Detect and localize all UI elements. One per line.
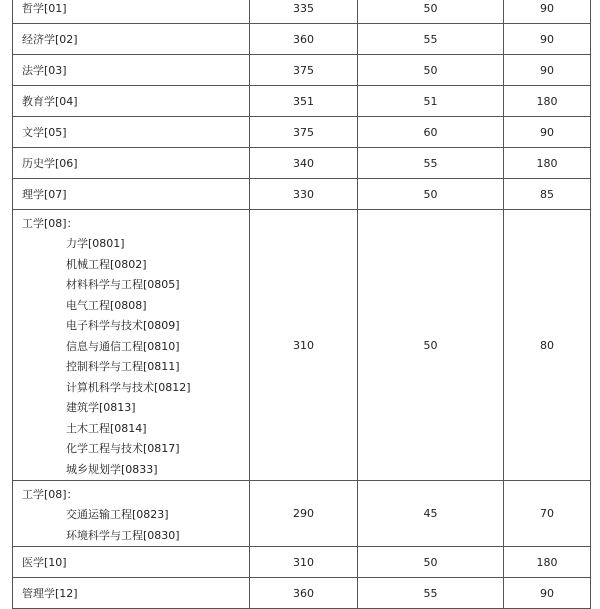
table-row [13, 86, 591, 117]
subject-cell: 经济学[02] [13, 24, 250, 55]
table-row-engineering-group-2 [13, 481, 591, 547]
single-score-b-cell: 90 [504, 24, 591, 55]
single-score-a-cell: 50 [358, 179, 504, 210]
discipline-item: 信息与通信工程[0810] [66, 339, 180, 353]
table-row [13, 55, 591, 86]
subject-cell: 哲学[01] [13, 0, 250, 24]
subject-cell: 历史学[06] [13, 148, 250, 179]
single-score-b-cell: 90 [504, 117, 591, 148]
single-score-a-cell: 50 [358, 55, 504, 86]
total-score-cell: 360 [250, 24, 358, 55]
total-score-cell: 375 [250, 55, 358, 86]
discipline-item: 电气工程[0808] [66, 298, 147, 312]
group-heading: 工学[08]： [22, 217, 78, 230]
single-score-b-cell: 80 [504, 210, 591, 481]
subject-cell: 医学[10] [13, 547, 250, 578]
single-score-a-cell: 55 [358, 24, 504, 55]
single-score-b-cell: 180 [504, 547, 591, 578]
single-score-b-cell: 90 [504, 578, 591, 609]
single-score-b-cell: 85 [504, 179, 591, 210]
subject-cell: 教育学[04] [13, 86, 250, 117]
discipline-item: 计算机科学与技术[0812] [66, 380, 191, 394]
discipline-item: 建筑学[0813] [66, 401, 136, 414]
discipline-item: 土木工程[0814] [66, 421, 147, 435]
group-heading: 工学[08]： [22, 488, 78, 501]
subject-cell: 法学[03] [13, 55, 250, 86]
discipline-item: 力学[0801] [66, 237, 125, 250]
total-score-cell: 360 [250, 578, 358, 609]
table-row [13, 117, 591, 148]
discipline-item: 控制科学与工程[0811] [66, 360, 180, 373]
total-score-cell: 335 [250, 0, 358, 24]
total-score-cell: 340 [250, 148, 358, 179]
discipline-item: 交通运输工程[0823] [66, 508, 169, 521]
discipline-item: 化学工程与技术[0817] [66, 442, 180, 455]
single-score-a-cell: 55 [358, 148, 504, 179]
discipline-item: 城乡规划学[0833] [66, 462, 158, 476]
table-row [13, 547, 591, 578]
single-score-a-cell: 51 [358, 86, 504, 117]
table-row [13, 24, 591, 55]
subject-group-cell [13, 210, 250, 481]
subject-cell: 文学[05] [13, 117, 250, 148]
single-score-a-cell: 50 [358, 0, 504, 24]
total-score-cell: 290 [250, 481, 358, 547]
subject-group-cell [13, 481, 250, 547]
single-score-b-cell: 180 [504, 148, 591, 179]
table-row [13, 0, 591, 24]
score-table [12, 0, 591, 609]
single-score-a-cell: 45 [358, 481, 504, 547]
single-score-b-cell: 90 [504, 55, 591, 86]
total-score-cell: 351 [250, 86, 358, 117]
subject-cell: 理学[07] [13, 179, 250, 210]
total-score-cell: 330 [250, 179, 358, 210]
total-score-cell: 375 [250, 117, 358, 148]
table-row-engineering-group-1 [13, 210, 591, 481]
single-score-b-cell: 70 [504, 481, 591, 547]
single-score-b-cell: 90 [504, 0, 591, 24]
single-score-b-cell: 180 [504, 86, 591, 117]
total-score-cell: 310 [250, 547, 358, 578]
table-row [13, 578, 591, 609]
table-row [13, 179, 591, 210]
single-score-a-cell: 50 [358, 547, 504, 578]
discipline-item: 机械工程[0802] [66, 257, 147, 271]
single-score-a-cell: 50 [358, 210, 504, 481]
total-score-cell: 310 [250, 210, 358, 481]
discipline-item: 环境科学与工程[0830] [66, 528, 180, 542]
discipline-item: 电子科学与技术[0809] [66, 319, 180, 332]
table-row [13, 148, 591, 179]
discipline-list [22, 234, 249, 480]
subject-cell: 管理学[12] [13, 578, 250, 609]
discipline-item: 材料科学与工程[0805] [66, 278, 180, 291]
discipline-list [22, 505, 249, 546]
single-score-a-cell: 60 [358, 117, 504, 148]
single-score-a-cell: 55 [358, 578, 504, 609]
